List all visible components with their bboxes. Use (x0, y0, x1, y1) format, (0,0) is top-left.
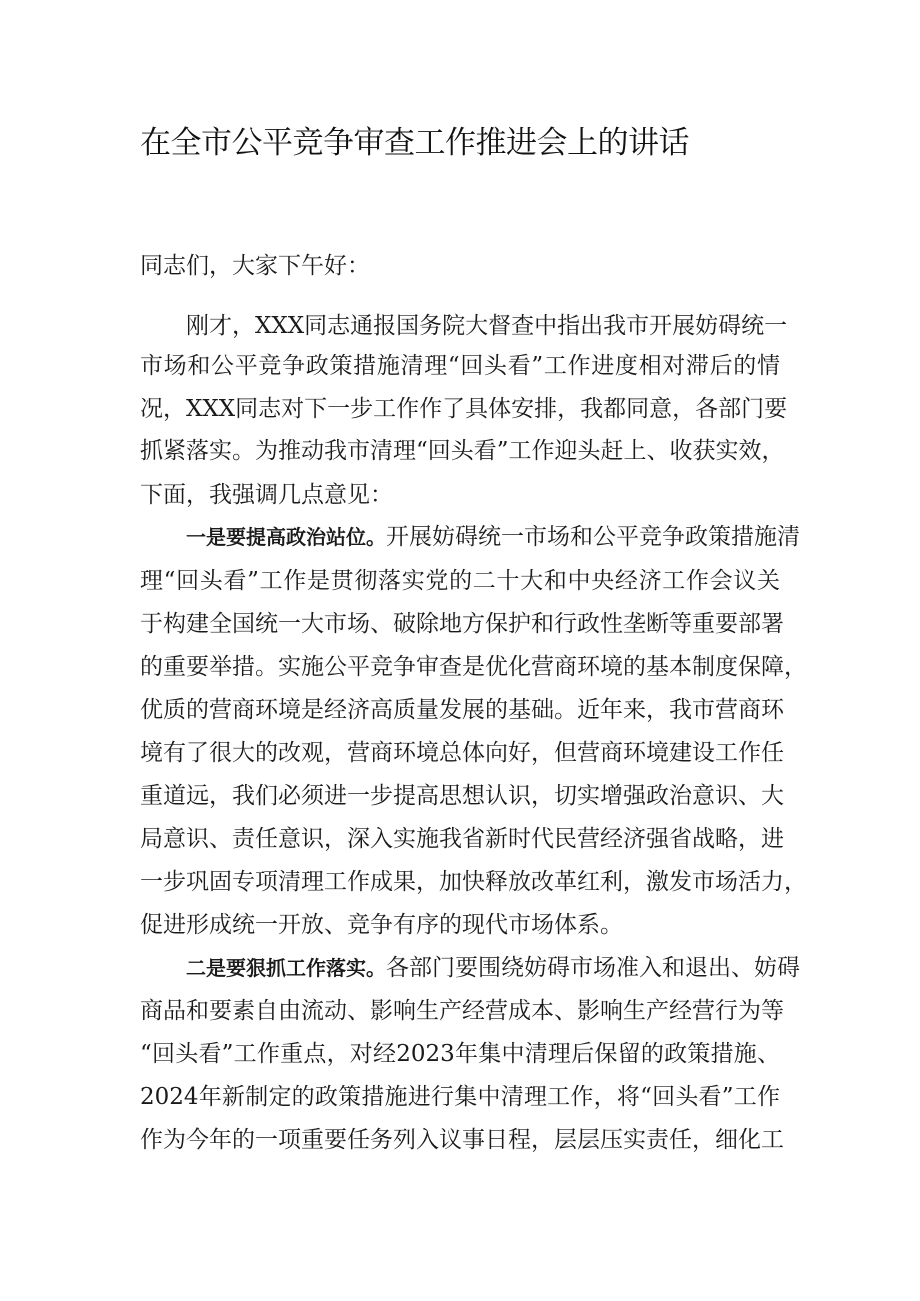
section-heading-2: 二是要狠抓工作落实。 (186, 956, 386, 980)
text-line: 促进形成统一开放、竞争有序的现代市场体系。 (140, 912, 623, 938)
section-heading-1: 一是要提高政治站位。 (186, 525, 386, 549)
text-line (186, 953, 800, 983)
document-title: 在全市公平竞争审查工作推进会上的讲话 (140, 125, 689, 161)
text-line: 理“回头看”工作是贯彻落实党的二十大和中央经济工作会议关 (140, 568, 780, 594)
text-line (186, 522, 800, 552)
text-line: 市场和公平竞争政策措施清理“回头看”工作进度相对滞后的情 (140, 353, 780, 379)
text-line: 境有了很大的改观，营商环境总体向好，但营商环境建设工作任 (140, 740, 784, 766)
text-line: 作为今年的一项重要任务列入议事日程，层层压实责任，细化工 (140, 1127, 784, 1153)
text-line: 的重要举措。实施公平竞争审查是优化营商环境的基本制度保障， (140, 654, 807, 680)
text-line: 于构建全国统一大市场、破除地方保护和行政性垄断等重要部署 (140, 611, 784, 637)
text-line: “回头看”工作重点，对经2023年集中清理后保留的政策措施、 (140, 1041, 780, 1067)
text-line: 优质的营商环境是经济高质量发展的基础。近年来，我市营商环 (140, 697, 784, 723)
text-line: 刚才，XXX同志通报国务院大督查中指出我市开展妨碍统一 (186, 313, 788, 339)
text-line: 重道远，我们必须进一步提高思想认识，切实增强政治意识、大 (140, 783, 784, 809)
text-line: 下面，我强调几点意见： (140, 482, 393, 508)
text-segment: 各部门要围绕妨碍市场准入和退出、妨碍 (386, 955, 800, 981)
text-segment: 开展妨碍统一市场和公平竞争政策措施清 (386, 524, 800, 550)
text-line: 况，XXX同志对下一步工作作了具体安排，我都同意，各部门要 (140, 396, 788, 422)
text-line: 2024年新制定的政策措施进行集中清理工作，将“回头看”工作 (140, 1084, 780, 1110)
text-line: 抓紧落实。为推动我市清理“回头看”工作迎头赶上、收获实效， (140, 438, 785, 464)
text-line: 局意识、责任意识，深入实施我省新时代民营经济强省战略，进 (140, 826, 784, 852)
greeting: 同志们，大家下午好： (140, 253, 370, 279)
text-line: 商品和要素自由流动、影响生产经营成本、影响生产经营行为等 (140, 998, 784, 1024)
text-line: 一步巩固专项清理工作成果，加快释放改革红利，激发市场活力， (140, 869, 807, 895)
